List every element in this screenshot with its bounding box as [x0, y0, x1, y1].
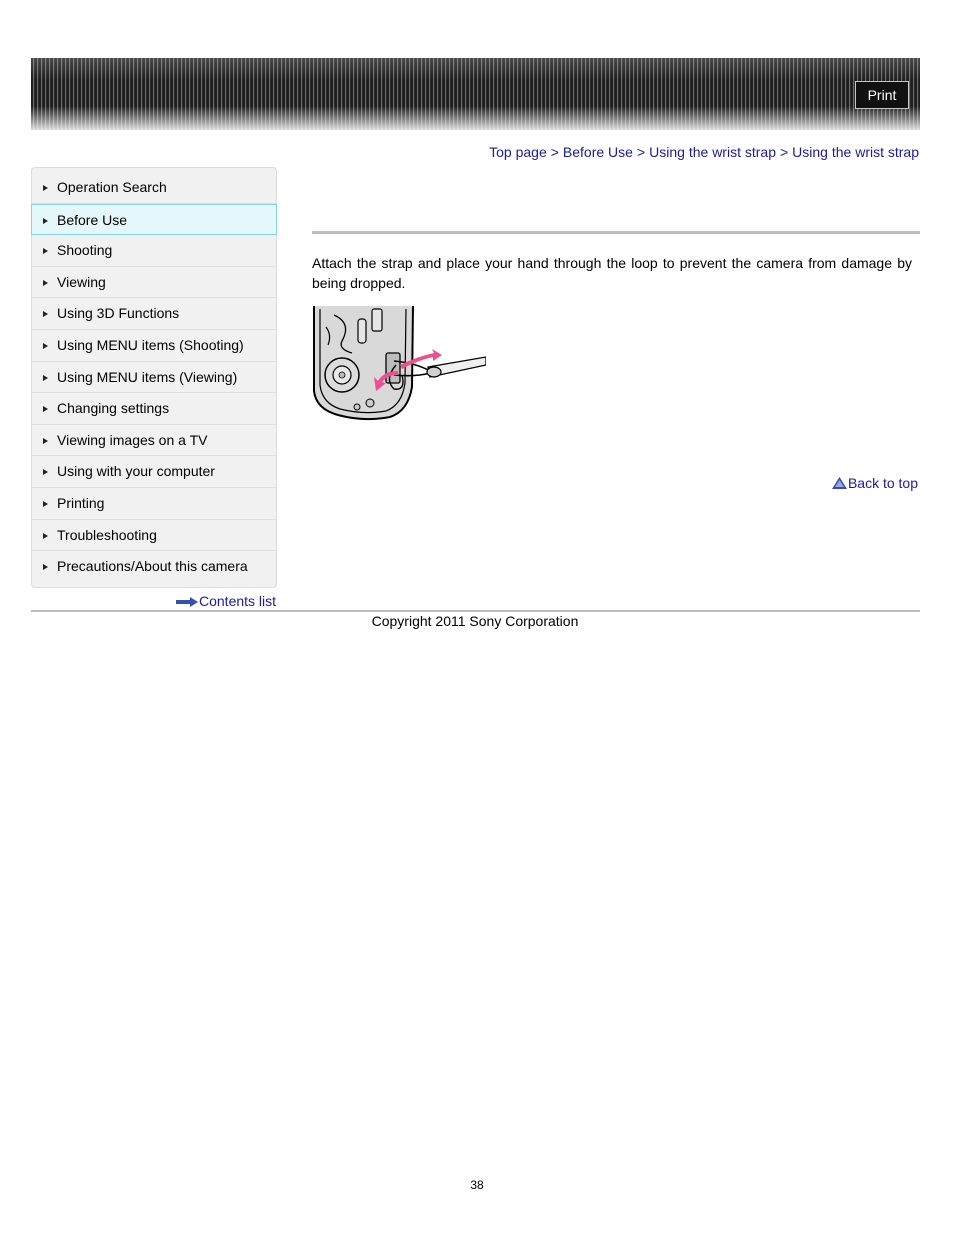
sidebar-item-printing[interactable]: [32, 488, 276, 520]
sidebar-item-label: Viewing: [57, 273, 106, 290]
sidebar-item-label: Using MENU items (Shooting): [57, 336, 244, 353]
contents-list-link[interactable]: [176, 593, 276, 609]
sidebar-item-label: Using MENU items (Viewing): [57, 368, 238, 385]
sidebar-item-3d-functions[interactable]: [32, 298, 276, 330]
sidebar-item-computer[interactable]: [32, 456, 276, 488]
breadcrumb-separator: >: [779, 144, 789, 160]
triangle-right-icon: [43, 501, 48, 507]
triangle-right-icon: [43, 280, 48, 286]
back-to-top-label: Back to top: [847, 475, 918, 491]
sidebar-item-label: Changing settings: [57, 400, 170, 417]
breadcrumb-separator: >: [636, 144, 646, 160]
sidebar-item-label: Using 3D Functions: [57, 305, 180, 322]
triangle-right-icon: [43, 185, 48, 191]
triangle-right-icon: [43, 375, 48, 381]
triangle-right-icon: [43, 533, 48, 539]
footer-divider: [31, 610, 920, 612]
contents-list-label: Contents list: [199, 593, 277, 609]
sidebar-item-operation-search[interactable]: [32, 172, 276, 204]
page-number: 38: [470, 1178, 484, 1192]
body-paragraph: Attach the strap and place your hand through the loop to prevent the camera from damage by being dropped.: [312, 255, 912, 291]
sidebar-item-menu-shooting[interactable]: [32, 330, 276, 362]
sidebar-item-changing-settings[interactable]: [32, 393, 276, 425]
print-button[interactable]: Print: [855, 81, 909, 109]
sidebar-item-shooting[interactable]: [32, 235, 276, 267]
header-banner: [31, 58, 920, 130]
sidebar-item-label: Precautions/About this camera: [57, 558, 248, 575]
triangle-right-icon: [43, 469, 48, 475]
triangle-right-icon: [43, 248, 48, 254]
sidebar-item-label: Viewing images on a TV: [57, 431, 208, 448]
copyright-text: Copyright 2011 Sony Corporation: [371, 613, 579, 629]
breadcrumb-separator: >: [550, 144, 559, 160]
sidebar-item-menu-viewing[interactable]: [32, 362, 276, 394]
triangle-right-icon: [43, 311, 48, 317]
title-divider: [312, 231, 920, 234]
triangle-right-icon: [43, 438, 48, 444]
sidebar-nav: [31, 167, 277, 588]
sidebar-item-label: Troubleshooting: [57, 526, 157, 543]
breadcrumb-before-use[interactable]: Before Use: [562, 144, 633, 160]
sidebar-item-before-use[interactable]: [31, 204, 277, 236]
wrist-strap-illustration: [312, 305, 486, 423]
breadcrumb-top-page[interactable]: Top page: [489, 144, 547, 160]
sidebar-item-viewing-tv[interactable]: [32, 425, 276, 457]
sidebar-item-label: Printing: [57, 494, 105, 511]
breadcrumb-wrist-strap-page[interactable]: Using the wrist strap: [792, 144, 919, 160]
sidebar-item-label: Before Use: [57, 211, 128, 228]
sidebar-item-troubleshooting[interactable]: [32, 520, 276, 552]
sidebar-item-precautions[interactable]: [32, 551, 276, 583]
triangle-right-icon: [43, 564, 48, 570]
breadcrumb: [489, 144, 919, 160]
sidebar-item-label: Operation Search: [57, 179, 167, 195]
triangle-right-icon: [43, 343, 48, 349]
triangle-right-icon: [43, 406, 48, 412]
arrow-right-icon: [176, 597, 198, 607]
sidebar-item-label: Using with your computer: [57, 463, 215, 480]
back-to-top-link[interactable]: [832, 475, 918, 491]
sidebar-item-viewing[interactable]: [32, 267, 276, 299]
breadcrumb-wrist-strap-section[interactable]: Using the wrist strap: [649, 144, 776, 160]
up-arrow-icon: [832, 477, 847, 489]
sidebar-item-label: Shooting: [57, 242, 113, 259]
triangle-right-icon: [43, 218, 48, 224]
